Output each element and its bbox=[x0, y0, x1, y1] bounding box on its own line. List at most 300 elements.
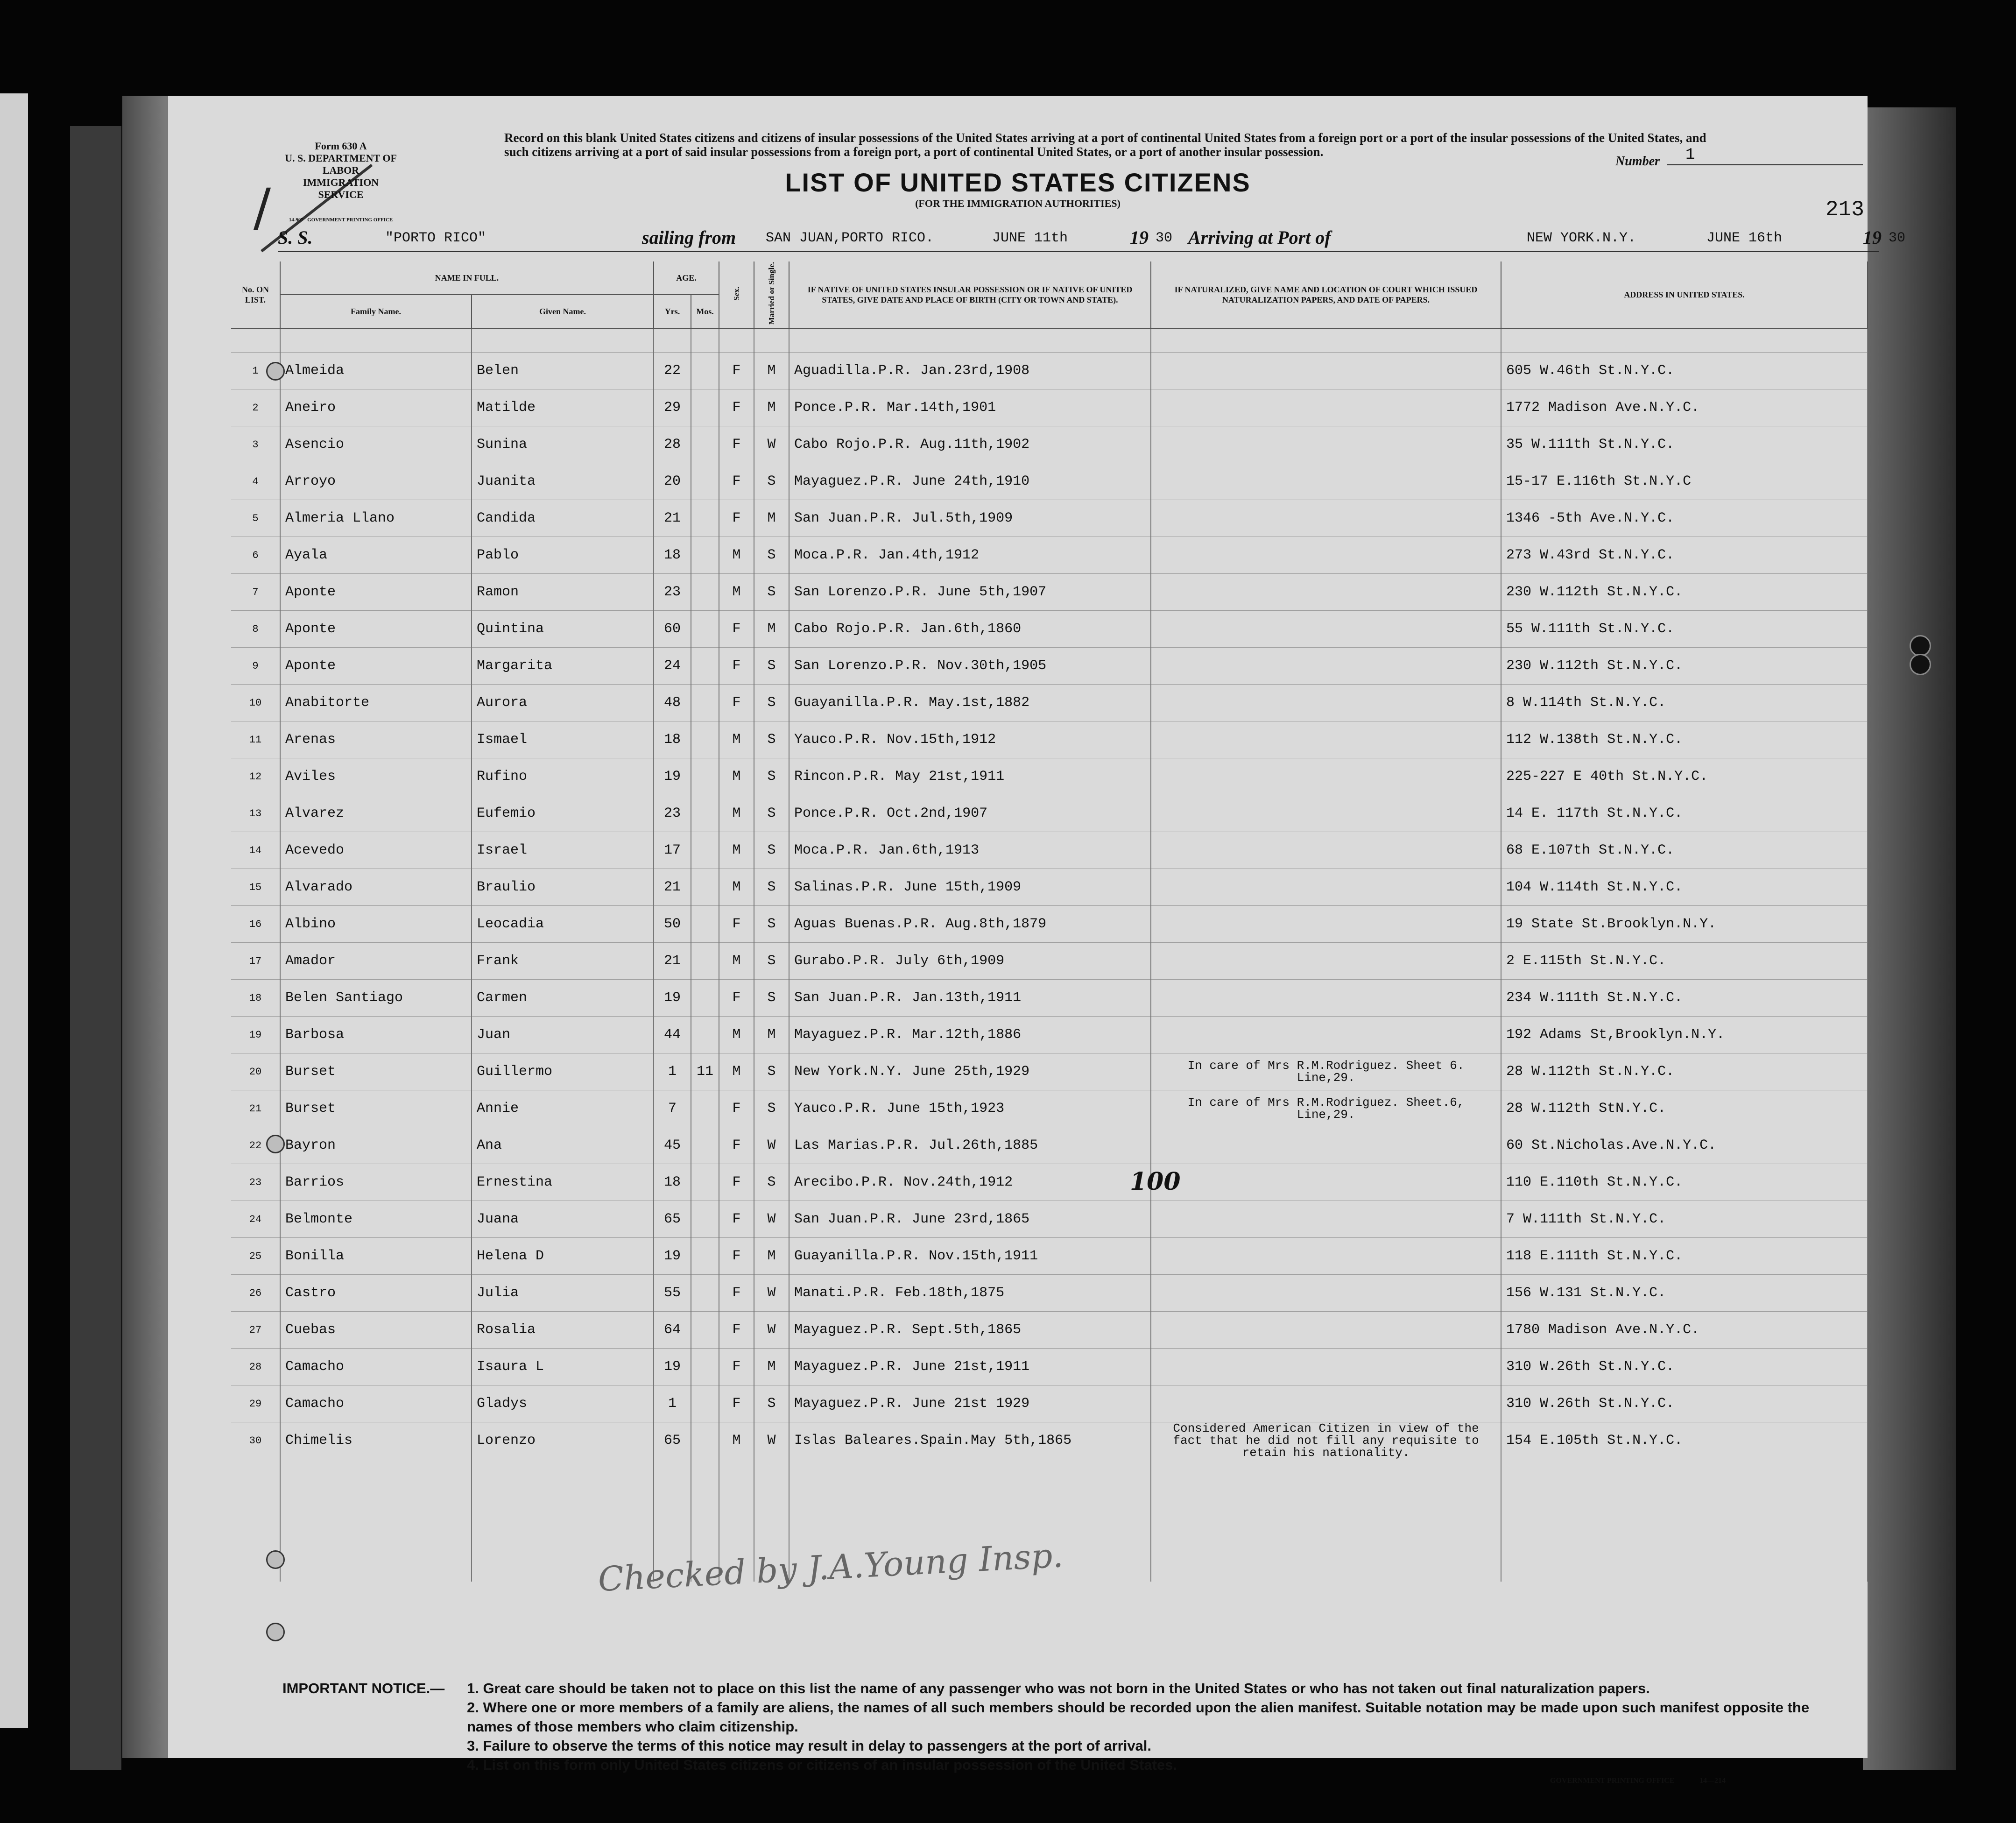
us-address: 192 Adams St,Brooklyn.N.Y. bbox=[1501, 1017, 1868, 1053]
given-name: Carmen bbox=[472, 980, 654, 1017]
col-mos: Mos. bbox=[691, 295, 719, 328]
row-number: 1 bbox=[231, 353, 280, 389]
marital-status: M bbox=[754, 1238, 789, 1275]
age-months bbox=[691, 906, 719, 943]
age-years: 44 bbox=[654, 1017, 691, 1053]
table-row bbox=[231, 943, 1868, 980]
notice-item: 4. List on this form only United States citizens or citizens of an insular possession of the United States. bbox=[467, 1757, 1177, 1773]
age-years: 50 bbox=[654, 906, 691, 943]
row-number: 28 bbox=[231, 1349, 280, 1385]
us-address: 15-17 E.116th St.N.Y.C bbox=[1501, 463, 1868, 500]
birth-place-date: San Juan.P.R. Jul.5th,1909 bbox=[789, 500, 1151, 537]
age-years: 19 bbox=[654, 1238, 691, 1275]
given-name: Rufino bbox=[472, 758, 654, 795]
marital-status: S bbox=[754, 574, 789, 611]
row-number: 16 bbox=[231, 906, 280, 943]
birth-place-date: Ponce.P.R. Oct.2nd,1907 bbox=[789, 795, 1151, 832]
col-yrs: Yrs. bbox=[654, 295, 691, 328]
marital-status: S bbox=[754, 1385, 789, 1422]
naturalization-note bbox=[1151, 1275, 1501, 1312]
age-years: 24 bbox=[654, 648, 691, 685]
col-address: ADDRESS IN UNITED STATES. bbox=[1501, 261, 1868, 328]
us-address: 60 St.Nicholas.Ave.N.Y.C. bbox=[1501, 1127, 1868, 1164]
age-years: 7 bbox=[654, 1090, 691, 1127]
age-years: 19 bbox=[654, 980, 691, 1017]
passenger-table bbox=[231, 261, 1868, 1582]
marital-status: S bbox=[754, 758, 789, 795]
sex: M bbox=[719, 537, 754, 574]
sex: F bbox=[719, 648, 754, 685]
row-number: 2 bbox=[231, 389, 280, 426]
table-row bbox=[231, 353, 1868, 389]
form-number: Form 630 A bbox=[315, 140, 367, 152]
age-years: 45 bbox=[654, 1127, 691, 1164]
row-number: 4 bbox=[231, 463, 280, 500]
us-address: 2 E.115th St.N.Y.C. bbox=[1501, 943, 1868, 980]
sex: M bbox=[719, 758, 754, 795]
marital-status: S bbox=[754, 906, 789, 943]
us-address: 230 W.112th St.N.Y.C. bbox=[1501, 648, 1868, 685]
family-name: Albino bbox=[280, 906, 472, 943]
table-row bbox=[231, 1164, 1868, 1201]
birth-place-date: Mayaguez.P.R. June 24th,1910 bbox=[789, 463, 1151, 500]
marital-status: W bbox=[754, 426, 789, 463]
naturalization-note bbox=[1151, 537, 1501, 574]
marital-status: S bbox=[754, 1053, 789, 1090]
age-months bbox=[691, 758, 719, 795]
departure-port: SAN JUAN,PORTO RICO. bbox=[766, 230, 934, 246]
us-address: 118 E.111th St.N.Y.C. bbox=[1501, 1238, 1868, 1275]
birth-place-date: Aguadilla.P.R. Jan.23rd,1908 bbox=[789, 353, 1151, 389]
birth-place-date: Las Marias.P.R. Jul.26th,1885 bbox=[789, 1127, 1151, 1164]
family-name: Aponte bbox=[280, 648, 472, 685]
family-name: Burset bbox=[280, 1053, 472, 1090]
age-years: 23 bbox=[654, 574, 691, 611]
sex: F bbox=[719, 1238, 754, 1275]
given-name: Ernestina bbox=[472, 1164, 654, 1201]
table-row bbox=[231, 906, 1868, 943]
notice-item: 3. Failure to observe the terms of this notice may result in delay to passengers at the port of arrival. bbox=[467, 1738, 1152, 1754]
page-title: LIST OF UNITED STATES CITIZENS bbox=[785, 168, 1251, 197]
naturalization-note bbox=[1151, 1385, 1501, 1422]
family-name: Cuebas bbox=[280, 1312, 472, 1349]
notice-label: IMPORTANT NOTICE.— bbox=[282, 1680, 445, 1696]
row-number: 8 bbox=[231, 611, 280, 648]
row-number: 29 bbox=[231, 1385, 280, 1422]
age-months bbox=[691, 1164, 719, 1201]
table-row bbox=[231, 1238, 1868, 1275]
family-name: Burset bbox=[280, 1090, 472, 1127]
print-office-name: GOVERNMENT PRINTING OFFICE bbox=[307, 217, 393, 223]
table-row bbox=[231, 1090, 1868, 1127]
marital-status: S bbox=[754, 537, 789, 574]
table-row bbox=[231, 389, 1868, 426]
number-label: Number bbox=[1615, 154, 1660, 169]
given-name: Guillermo bbox=[472, 1053, 654, 1090]
sex: M bbox=[719, 721, 754, 758]
sex: M bbox=[719, 832, 754, 869]
marital-status: S bbox=[754, 721, 789, 758]
age-months bbox=[691, 721, 719, 758]
us-address: 35 W.111th St.N.Y.C. bbox=[1501, 426, 1868, 463]
naturalization-note bbox=[1151, 1349, 1501, 1385]
given-name: Ana bbox=[472, 1127, 654, 1164]
birth-place-date: Guayanilla.P.R. May.1st,1882 bbox=[789, 685, 1151, 721]
us-address: 68 E.107th St.N.Y.C. bbox=[1501, 832, 1868, 869]
family-name: Barrios bbox=[280, 1164, 472, 1201]
naturalization-note bbox=[1151, 758, 1501, 795]
table-row bbox=[231, 869, 1868, 906]
sex: F bbox=[719, 1201, 754, 1238]
family-name: Castro bbox=[280, 1275, 472, 1312]
department: U. S. DEPARTMENT OF LABOR bbox=[285, 152, 397, 176]
print-code: 14-907 bbox=[289, 217, 303, 223]
binder-hole bbox=[1910, 654, 1931, 675]
naturalization-note bbox=[1151, 869, 1501, 906]
row-number: 6 bbox=[231, 537, 280, 574]
age-months bbox=[691, 1201, 719, 1238]
page-subtitle: (FOR THE IMMIGRATION AUTHORITIES) bbox=[915, 198, 1121, 209]
given-name: Eufemio bbox=[472, 795, 654, 832]
family-name: Bayron bbox=[280, 1127, 472, 1164]
age-years: 19 bbox=[654, 1349, 691, 1385]
sex: M bbox=[719, 943, 754, 980]
sex: M bbox=[719, 795, 754, 832]
us-address: 112 W.138th St.N.Y.C. bbox=[1501, 721, 1868, 758]
adjacent-page-shadow bbox=[70, 126, 121, 1770]
birth-place-date: Arecibo.P.R. Nov.24th,1912 bbox=[789, 1164, 1151, 1201]
arriving-label: Arriving at Port of bbox=[1188, 227, 1331, 248]
row-number: 17 bbox=[231, 943, 280, 980]
age-months bbox=[691, 611, 719, 648]
given-name: Frank bbox=[472, 943, 654, 980]
sex: M bbox=[719, 1017, 754, 1053]
us-address: 28 W.112th StN.Y.C. bbox=[1501, 1090, 1868, 1127]
ss-label: S. S. bbox=[278, 227, 313, 248]
departure-year: 30 bbox=[1156, 230, 1173, 246]
sex: F bbox=[719, 426, 754, 463]
table-row bbox=[231, 721, 1868, 758]
age-months bbox=[691, 685, 719, 721]
birth-place-date: Mayaguez.P.R. Sept.5th,1865 bbox=[789, 1312, 1151, 1349]
us-address: 234 W.111th St.N.Y.C. bbox=[1501, 980, 1868, 1017]
sex: F bbox=[719, 1349, 754, 1385]
row-number: 30 bbox=[231, 1422, 280, 1459]
margin-mark: / bbox=[254, 177, 271, 237]
age-years: 21 bbox=[654, 500, 691, 537]
age-years: 18 bbox=[654, 537, 691, 574]
marital-status: M bbox=[754, 353, 789, 389]
naturalization-note bbox=[1151, 611, 1501, 648]
family-name: Ayala bbox=[280, 537, 472, 574]
notice-item: 1. Great care should be taken not to place on this list the name of any passenger who was not born in the United States or who has not taken out final naturalization papers. bbox=[467, 1680, 1650, 1696]
sex: F bbox=[719, 1127, 754, 1164]
marital-status: W bbox=[754, 1312, 789, 1349]
us-address: 310 W.26th St.N.Y.C. bbox=[1501, 1385, 1868, 1422]
sex: F bbox=[719, 685, 754, 721]
age-months bbox=[691, 537, 719, 574]
punch-hole bbox=[266, 1623, 285, 1641]
row-number: 11 bbox=[231, 721, 280, 758]
table-row bbox=[231, 1385, 1868, 1422]
arrival-date: JUNE 16th bbox=[1706, 230, 1783, 246]
age-months bbox=[691, 1090, 719, 1127]
row-number: 5 bbox=[231, 500, 280, 537]
row-number: 20 bbox=[231, 1053, 280, 1090]
row-number: 23 bbox=[231, 1164, 280, 1201]
age-months bbox=[691, 353, 719, 389]
arrival-port: NEW YORK.N.Y. bbox=[1527, 230, 1636, 246]
given-name: Ismael bbox=[472, 721, 654, 758]
family-name: Acevedo bbox=[280, 832, 472, 869]
age-months bbox=[691, 1312, 719, 1349]
family-name: Chimelis bbox=[280, 1422, 472, 1459]
table-row bbox=[231, 500, 1868, 537]
family-name: Almeria Llano bbox=[280, 500, 472, 537]
table-row bbox=[231, 463, 1868, 500]
age-years: 65 bbox=[654, 1422, 691, 1459]
age-years: 23 bbox=[654, 795, 691, 832]
age-years: 20 bbox=[654, 463, 691, 500]
table-row bbox=[231, 1127, 1868, 1164]
row-number: 10 bbox=[231, 685, 280, 721]
sex: F bbox=[719, 611, 754, 648]
sailing-label: sailing from bbox=[642, 227, 736, 248]
birth-place-date: San Juan.P.R. June 23rd,1865 bbox=[789, 1201, 1151, 1238]
us-address: 225-227 E 40th St.N.Y.C. bbox=[1501, 758, 1868, 795]
age-months bbox=[691, 1349, 719, 1385]
table-row bbox=[231, 685, 1868, 721]
naturalization-note bbox=[1151, 980, 1501, 1017]
notice-items bbox=[467, 1679, 1856, 1774]
sheet-number: 213 bbox=[1826, 198, 1864, 222]
age-years: 60 bbox=[654, 611, 691, 648]
given-name: Julia bbox=[472, 1275, 654, 1312]
given-name: Helena D bbox=[472, 1238, 654, 1275]
birth-place-date: San Lorenzo.P.R. June 5th,1907 bbox=[789, 574, 1151, 611]
naturalization-note bbox=[1151, 1238, 1501, 1275]
birth-place-date: Mayaguez.P.R. Mar.12th,1886 bbox=[789, 1017, 1151, 1053]
naturalization-note bbox=[1151, 721, 1501, 758]
family-name: Aponte bbox=[280, 574, 472, 611]
given-name: Annie bbox=[472, 1090, 654, 1127]
age-months bbox=[691, 1275, 719, 1312]
family-name: Belen Santiago bbox=[280, 980, 472, 1017]
col-birth: IF NATIVE OF UNITED STATES INSULAR POSSESSION OR IF NATIVE OF UNITED STATES, GIVE DATE AND PLACE OF BIRTH (CITY OR TOWN AND STATE). bbox=[789, 261, 1151, 328]
row-number: 12 bbox=[231, 758, 280, 795]
birth-place-date: Cabo Rojo.P.R. Aug.11th,1902 bbox=[789, 426, 1151, 463]
table-row bbox=[231, 1201, 1868, 1238]
age-months bbox=[691, 832, 719, 869]
given-name: Leocadia bbox=[472, 906, 654, 943]
birth-place-date: San Lorenzo.P.R. Nov.30th,1905 bbox=[789, 648, 1151, 685]
sex: F bbox=[719, 1275, 754, 1312]
table-row bbox=[231, 1349, 1868, 1385]
birth-place-date: Aguas Buenas.P.R. Aug.8th,1879 bbox=[789, 906, 1151, 943]
family-name: Aponte bbox=[280, 611, 472, 648]
age-years: 21 bbox=[654, 869, 691, 906]
naturalization-note bbox=[1151, 463, 1501, 500]
row-number: 21 bbox=[231, 1090, 280, 1127]
punch-hole bbox=[266, 1550, 285, 1569]
marital-status: S bbox=[754, 648, 789, 685]
age-months bbox=[691, 500, 719, 537]
marital-status: S bbox=[754, 1164, 789, 1201]
family-name: Arroyo bbox=[280, 463, 472, 500]
family-name: Aneiro bbox=[280, 389, 472, 426]
us-address: 273 W.43rd St.N.Y.C. bbox=[1501, 537, 1868, 574]
naturalization-note bbox=[1151, 906, 1501, 943]
naturalization-note bbox=[1151, 685, 1501, 721]
header-row bbox=[231, 261, 1868, 295]
naturalization-note bbox=[1151, 795, 1501, 832]
us-address: 104 W.114th St.N.Y.C. bbox=[1501, 869, 1868, 906]
sex: F bbox=[719, 500, 754, 537]
sex: F bbox=[719, 1090, 754, 1127]
row-number: 7 bbox=[231, 574, 280, 611]
marital-status: W bbox=[754, 1275, 789, 1312]
us-address: 110 E.110th St.N.Y.C. bbox=[1501, 1164, 1868, 1201]
row-number: 27 bbox=[231, 1312, 280, 1349]
age-years: 22 bbox=[654, 353, 691, 389]
marital-status: S bbox=[754, 980, 789, 1017]
family-name: Camacho bbox=[280, 1385, 472, 1422]
age-months bbox=[691, 1127, 719, 1164]
table-row bbox=[231, 1422, 1868, 1459]
row-number: 24 bbox=[231, 1201, 280, 1238]
age-months: 11 bbox=[691, 1053, 719, 1090]
sex: F bbox=[719, 906, 754, 943]
us-address: 1780 Madison Ave.N.Y.C. bbox=[1501, 1312, 1868, 1349]
given-name: Isaura L bbox=[472, 1349, 654, 1385]
age-months bbox=[691, 1238, 719, 1275]
birth-place-date: Ponce.P.R. Mar.14th,1901 bbox=[789, 389, 1151, 426]
marital-status: M bbox=[754, 611, 789, 648]
table-row bbox=[231, 758, 1868, 795]
handwritten-note: Checked by J.A.Young Insp. bbox=[597, 1535, 1064, 1599]
age-months bbox=[691, 943, 719, 980]
family-name: Bonilla bbox=[280, 1238, 472, 1275]
marital-status: S bbox=[754, 832, 789, 869]
given-name: Lorenzo bbox=[472, 1422, 654, 1459]
col-age: AGE. bbox=[654, 261, 719, 295]
birth-place-date: Gurabo.P.R. July 6th,1909 bbox=[789, 943, 1151, 980]
age-years: 17 bbox=[654, 832, 691, 869]
family-name: Anabitorte bbox=[280, 685, 472, 721]
us-address: 1772 Madison Ave.N.Y.C. bbox=[1501, 389, 1868, 426]
sex: M bbox=[719, 1053, 754, 1090]
marital-status: M bbox=[754, 389, 789, 426]
sex: F bbox=[719, 1312, 754, 1349]
marital-status: S bbox=[754, 943, 789, 980]
col-sex-label: Sex. bbox=[732, 286, 741, 301]
marital-status: S bbox=[754, 685, 789, 721]
birth-place-date: Guayanilla.P.R. Nov.15th,1911 bbox=[789, 1238, 1151, 1275]
us-address: 19 State St.Brooklyn.N.Y. bbox=[1501, 906, 1868, 943]
age-months bbox=[691, 1385, 719, 1422]
age-months bbox=[691, 389, 719, 426]
number-rule bbox=[1667, 164, 1863, 165]
sex: M bbox=[719, 1422, 754, 1459]
family-name: Almeida bbox=[280, 353, 472, 389]
col-family-name: Family Name. bbox=[280, 295, 472, 328]
table-row bbox=[231, 832, 1868, 869]
form-identifier bbox=[280, 140, 402, 226]
naturalization-note bbox=[1151, 1164, 1501, 1201]
birth-place-date: Rincon.P.R. May 21st,1911 bbox=[789, 758, 1151, 795]
family-name: Camacho bbox=[280, 1349, 472, 1385]
us-address: 154 E.105th St.N.Y.C. bbox=[1501, 1422, 1868, 1459]
us-address: 310 W.26th St.N.Y.C. bbox=[1501, 1349, 1868, 1385]
age-months bbox=[691, 980, 719, 1017]
given-name: Juan bbox=[472, 1017, 654, 1053]
age-months bbox=[691, 648, 719, 685]
age-years: 28 bbox=[654, 426, 691, 463]
row-number: 14 bbox=[231, 832, 280, 869]
family-name: Aviles bbox=[280, 758, 472, 795]
birth-place-date: Islas Baleares.Spain.May 5th,1865 bbox=[789, 1422, 1151, 1459]
given-name: Matilde bbox=[472, 389, 654, 426]
given-name: Braulio bbox=[472, 869, 654, 906]
table-row bbox=[231, 1312, 1868, 1349]
naturalization-note: In care of Mrs R.M.Rodriguez. Sheet.6, Line,29. bbox=[1151, 1090, 1501, 1127]
given-name: Rosalia bbox=[472, 1312, 654, 1349]
adjacent-page-edge bbox=[0, 93, 28, 1728]
age-months bbox=[691, 426, 719, 463]
given-name: Gladys bbox=[472, 1385, 654, 1422]
us-address: 55 W.111th St.N.Y.C. bbox=[1501, 611, 1868, 648]
naturalization-note bbox=[1151, 500, 1501, 537]
row-number: 22 bbox=[231, 1127, 280, 1164]
col-name-in-full: NAME IN FULL. bbox=[280, 261, 654, 295]
table-row bbox=[231, 1275, 1868, 1312]
table-row bbox=[231, 537, 1868, 574]
table-row bbox=[231, 1053, 1868, 1090]
birth-place-date: Yauco.P.R. Nov.15th,1912 bbox=[789, 721, 1151, 758]
marital-status: W bbox=[754, 1422, 789, 1459]
sex: F bbox=[719, 980, 754, 1017]
family-name: Belmonte bbox=[280, 1201, 472, 1238]
col-no: No. ON LIST. bbox=[231, 261, 280, 328]
sex: F bbox=[719, 389, 754, 426]
family-name: Barbosa bbox=[280, 1017, 472, 1053]
right-binding-bar bbox=[1863, 107, 1956, 1770]
us-address: 28 W.112th St.N.Y.C. bbox=[1501, 1053, 1868, 1090]
age-years: 48 bbox=[654, 685, 691, 721]
footer-gpo: GOVERNMENT PRINTING OFFICE bbox=[1550, 1777, 1675, 1785]
age-years: 21 bbox=[654, 943, 691, 980]
birth-place-date: Salinas.P.R. June 15th,1909 bbox=[789, 869, 1151, 906]
table-row bbox=[231, 426, 1868, 463]
age-months bbox=[691, 574, 719, 611]
us-address: 7 W.111th St.N.Y.C. bbox=[1501, 1201, 1868, 1238]
table-row bbox=[231, 795, 1868, 832]
sex: M bbox=[719, 574, 754, 611]
age-years: 1 bbox=[654, 1053, 691, 1090]
age-months bbox=[691, 1017, 719, 1053]
family-name: Asencio bbox=[280, 426, 472, 463]
given-name: Sunina bbox=[472, 426, 654, 463]
marital-status: S bbox=[754, 463, 789, 500]
age-months bbox=[691, 795, 719, 832]
given-name: Israel bbox=[472, 832, 654, 869]
birth-place-date: Mayaguez.P.R. June 21st,1911 bbox=[789, 1349, 1151, 1385]
birth-place-date: Mayaguez.P.R. June 21st 1929 bbox=[789, 1385, 1151, 1422]
col-married bbox=[754, 261, 789, 328]
naturalization-note bbox=[1151, 1312, 1501, 1349]
family-name: Arenas bbox=[280, 721, 472, 758]
sex: F bbox=[719, 463, 754, 500]
